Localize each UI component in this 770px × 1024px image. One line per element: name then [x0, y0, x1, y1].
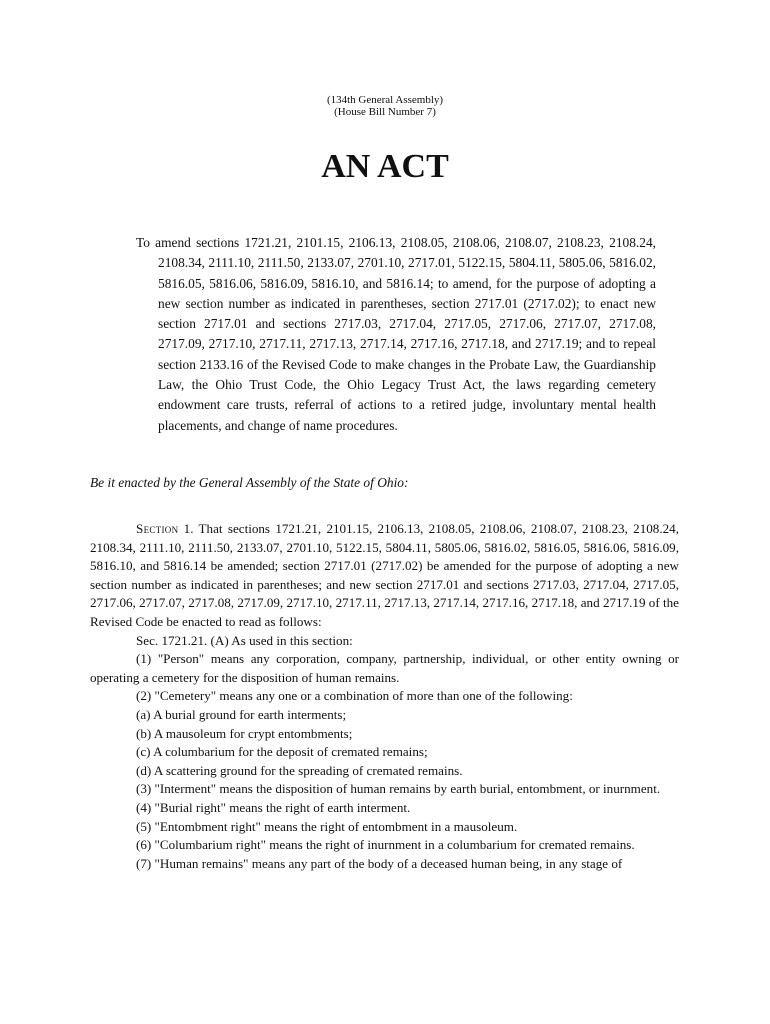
bill-body [90, 520, 679, 873]
body-paragraph: (b) A mausoleum for crypt entombments; [136, 725, 353, 741]
body-paragraph: (6) "Columbarium right" means the right of inurnment in a columbarium for cremated remains. [136, 837, 635, 853]
general-assembly-line: (134th General Assembly) [326, 94, 444, 106]
enacting-clause: Be it enacted by the General Assembly of the State of Ohio: [90, 475, 409, 490]
body-paragraph: (4) "Burial right" means the right of earth interment. [136, 799, 411, 815]
body-paragraph: (7) "Human remains" means any part of the body of a deceased human being, in any stage of [136, 855, 623, 871]
body-paragraph: (d) A scattering ground for the spreading of cremated remains. [136, 762, 463, 778]
bill-number-line: (House Bill Number 7) [334, 106, 436, 118]
section-label: Section [136, 521, 179, 536]
body-paragraph: (5) "Entombment right" means the right of entombment in a mausoleum. [136, 818, 518, 834]
section-1-paragraph [90, 520, 679, 632]
body-paragraph: (1) "Person" means any corporation, company, partnership, individual, or other entity owning or operating a cemetery for the disposition of human remains. [90, 651, 679, 685]
act-title: AN ACT [321, 148, 449, 185]
body-paragraph: Sec. 1721.21. (A) As used in this section: [136, 632, 353, 648]
body-paragraph: (a) A burial ground for earth interments; [136, 706, 347, 722]
body-paragraph: (c) A columbarium for the deposit of cremated remains; [136, 744, 428, 760]
bill-title-paragraph: To amend sections 1721.21, 2101.15, 2106.13, 2108.05, 2108.06, 2108.07, 2108.23, 2108.24, 2108.34, 2111.10, 2111.50, 2133.07, 2701.10, 2717.01, 5122.15, 5804.11, 5805.06, 5816.02, 5816.05, 5816.06, 5816.09, 5816.10, and 5816.14; to amend, for the purpose of adopting a new section number as indicated in parentheses, section 2717.01 (2717.02); to enact new section 2717.01 and sections 2717.03, 2717.04, 2717.05, 2717.06, 2717.07, 2717.08, 2717.09, 2717.10, 2717.11, 2717.13, 2717.14, 2717.16, 2717.18, and 2717.19; and to repeal section 2133.16 of the Revised Code to make changes in the Probate Law, the Guardianship Law, the Ohio Trust Code, the Ohio Legacy Trust Act, the laws regarding cemetery endowment care trusts, referral of actions to a retired judge, involuntary mental health placements, and change of name procedures. [136, 235, 656, 433]
body-paragraph: (3) "Interment" means the disposition of human remains by earth burial, entombment, or inurnment. [136, 781, 661, 797]
body-paragraph: (2) "Cemetery" means any one or a combination of more than one of the following: [136, 688, 573, 704]
section-1-text: 1. That sections 1721.21, 2101.15, 2106.13, 2108.05, 2108.06, 2108.07, 2108.23, 2108.24, 2108.34, 2111.10, 2111.50, 2133.07, 2701.10, 5122.15, 5804.11, 5805.06, 5816.02, 5816.05, 5816.06, 5816.09, 5816.10, and 5816.14 be amended; section 2717.01 (2717.02) be amended for the purpose of adopting a new section number as indicated in parentheses; and new section 2717.01 and sections 2717.03, 2717.04, 2717.05, 2717.06, 2717.07, 2717.08, 2717.09, 2717.10, 2717.11, 2717.13, 2717.14, 2717.16, 2717.18, and 2717.19 of the Revised Code be enacted to read as follows: [90, 521, 679, 629]
